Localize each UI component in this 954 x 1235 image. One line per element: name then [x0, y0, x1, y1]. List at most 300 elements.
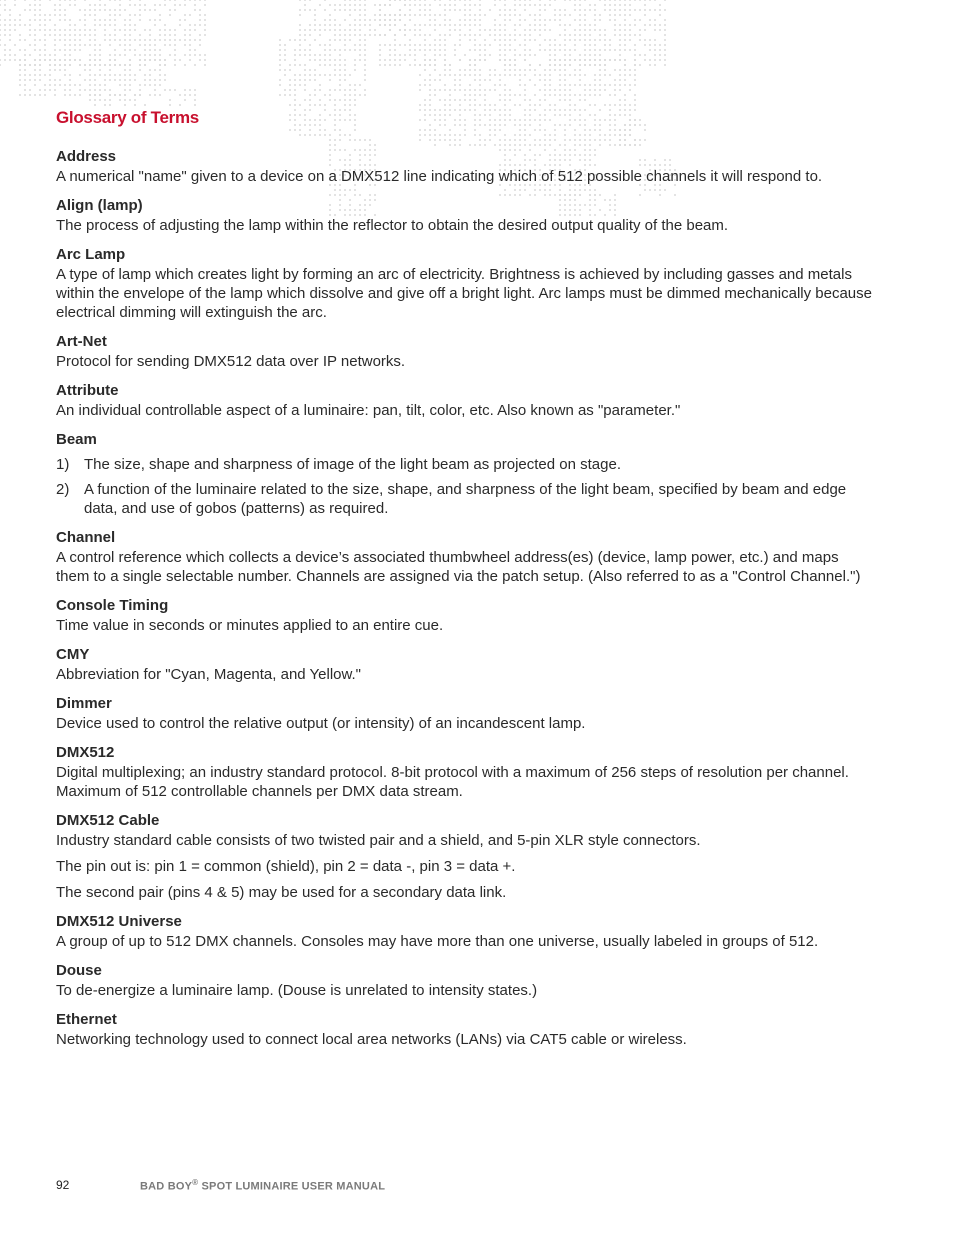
map-dot	[364, 69, 366, 71]
map-dot	[99, 24, 101, 26]
map-dot	[59, 29, 61, 31]
map-dot	[74, 44, 76, 46]
map-dot	[444, 64, 446, 66]
map-dot	[324, 54, 326, 56]
map-dot	[594, 19, 596, 21]
map-dot	[324, 94, 326, 96]
map-dot	[464, 34, 466, 36]
map-dot	[64, 29, 66, 31]
map-dot	[24, 79, 26, 81]
map-dot	[444, 34, 446, 36]
map-dot	[74, 39, 76, 41]
map-dot	[129, 89, 131, 91]
map-dot	[339, 69, 341, 71]
map-dot	[569, 99, 571, 101]
map-dot	[49, 84, 51, 86]
map-dot	[474, 19, 476, 21]
map-dot	[144, 64, 146, 66]
map-dot	[124, 9, 126, 11]
map-dot	[489, 79, 491, 81]
map-dot	[144, 84, 146, 86]
glossary-term: CMY	[56, 646, 90, 663]
map-dot	[199, 54, 201, 56]
map-dot	[79, 49, 81, 51]
map-dot	[364, 54, 366, 56]
map-dot	[499, 84, 501, 86]
map-dot	[64, 59, 66, 61]
map-dot	[109, 94, 111, 96]
map-dot	[619, 29, 621, 31]
map-dot	[614, 9, 616, 11]
map-dot	[604, 39, 606, 41]
map-dot	[664, 24, 666, 26]
map-dot	[644, 44, 646, 46]
map-dot	[74, 0, 76, 1]
map-dot	[569, 74, 571, 76]
map-dot	[74, 29, 76, 31]
map-dot	[319, 99, 321, 101]
map-dot	[204, 54, 206, 56]
glossary-term: Attribute	[56, 382, 119, 399]
map-dot	[34, 39, 36, 41]
map-dot	[604, 34, 606, 36]
map-dot	[64, 74, 66, 76]
map-dot	[604, 64, 606, 66]
map-dot	[409, 49, 411, 51]
map-dot	[519, 84, 521, 86]
map-dot	[34, 79, 36, 81]
map-dot	[184, 94, 186, 96]
map-dot	[104, 9, 106, 11]
map-dot	[349, 74, 351, 76]
map-dot	[64, 9, 66, 11]
map-dot	[479, 74, 481, 76]
numbered-definition-item	[56, 455, 876, 474]
map-dot	[314, 74, 316, 76]
map-dot	[584, 89, 586, 91]
map-dot	[579, 54, 581, 56]
map-dot	[359, 9, 361, 11]
map-dot	[299, 44, 301, 46]
map-dot	[474, 4, 476, 6]
map-dot	[349, 49, 351, 51]
map-dot	[579, 4, 581, 6]
map-dot	[329, 29, 331, 31]
map-dot	[509, 9, 511, 11]
numbered-definition-item	[56, 480, 876, 518]
map-dot	[609, 14, 611, 16]
map-dot	[199, 14, 201, 16]
map-dot	[169, 89, 171, 91]
map-dot	[314, 29, 316, 31]
map-dot	[564, 29, 566, 31]
glossary-definition: A group of up to 512 DMX channels. Consoles may have more than one universe, usually labeled in groups of 512.	[56, 933, 819, 950]
map-dot	[339, 79, 341, 81]
map-dot	[464, 94, 466, 96]
map-dot	[114, 59, 116, 61]
map-dot	[0, 59, 1, 61]
map-dot	[549, 84, 551, 86]
map-dot	[574, 29, 576, 31]
map-dot	[414, 14, 416, 16]
map-dot	[644, 54, 646, 56]
glossary-entry	[56, 596, 876, 635]
map-dot	[294, 39, 296, 41]
map-dot	[539, 9, 541, 11]
map-dot	[524, 84, 526, 86]
map-dot	[634, 9, 636, 11]
map-dot	[314, 79, 316, 81]
map-dot	[324, 19, 326, 21]
map-dot	[199, 59, 201, 61]
map-dot	[139, 39, 141, 41]
map-dot	[574, 34, 576, 36]
map-dot	[19, 79, 21, 81]
map-dot	[474, 14, 476, 16]
map-dot	[39, 4, 41, 6]
map-dot	[84, 0, 86, 1]
map-dot	[344, 19, 346, 21]
map-dot	[184, 19, 186, 21]
map-dot	[204, 19, 206, 21]
map-dot	[539, 74, 541, 76]
map-dot	[89, 94, 91, 96]
map-dot	[544, 89, 546, 91]
map-dot	[24, 59, 26, 61]
map-dot	[34, 4, 36, 6]
map-dot	[629, 69, 631, 71]
map-dot	[69, 79, 71, 81]
map-dot	[589, 59, 591, 61]
map-dot	[334, 49, 336, 51]
map-dot	[164, 64, 166, 66]
map-dot	[199, 39, 201, 41]
map-dot	[9, 19, 11, 21]
map-dot	[594, 79, 596, 81]
map-dot	[474, 44, 476, 46]
map-dot	[164, 79, 166, 81]
map-dot	[19, 84, 21, 86]
map-dot	[514, 9, 516, 11]
map-dot	[569, 54, 571, 56]
map-dot	[429, 94, 431, 96]
map-dot	[459, 69, 461, 71]
map-dot	[529, 99, 531, 101]
map-dot	[584, 34, 586, 36]
map-dot	[539, 29, 541, 31]
map-dot	[619, 74, 621, 76]
map-dot	[554, 39, 556, 41]
map-dot	[119, 79, 121, 81]
map-dot	[9, 9, 11, 11]
map-dot	[624, 0, 626, 1]
map-dot	[624, 49, 626, 51]
map-dot	[64, 84, 66, 86]
map-dot	[499, 39, 501, 41]
map-dot	[419, 34, 421, 36]
map-dot	[144, 59, 146, 61]
map-dot	[514, 54, 516, 56]
map-dot	[589, 24, 591, 26]
map-dot	[189, 94, 191, 96]
map-dot	[114, 54, 116, 56]
map-dot	[364, 94, 366, 96]
map-dot	[459, 44, 461, 46]
map-dot	[159, 69, 161, 71]
map-dot	[99, 89, 101, 91]
map-dot	[399, 0, 401, 1]
map-dot	[429, 14, 431, 16]
map-dot	[634, 44, 636, 46]
map-dot	[159, 79, 161, 81]
map-dot	[399, 64, 401, 66]
map-dot	[454, 0, 456, 1]
map-dot	[449, 99, 451, 101]
map-dot	[434, 54, 436, 56]
map-dot	[534, 19, 536, 21]
map-dot	[524, 54, 526, 56]
map-dot	[614, 0, 616, 1]
map-dot	[479, 34, 481, 36]
map-dot	[29, 54, 31, 56]
map-dot	[489, 44, 491, 46]
map-dot	[344, 74, 346, 76]
map-dot	[409, 9, 411, 11]
map-dot	[609, 9, 611, 11]
map-dot	[479, 19, 481, 21]
map-dot	[359, 14, 361, 16]
map-dot	[284, 54, 286, 56]
map-dot	[594, 89, 596, 91]
map-dot	[524, 39, 526, 41]
map-dot	[94, 19, 96, 21]
map-dot	[559, 64, 561, 66]
map-dot	[509, 94, 511, 96]
map-dot	[169, 29, 171, 31]
item-text: The size, shape and sharpness of image of the light beam as projected on stage.	[84, 456, 621, 473]
map-dot	[89, 89, 91, 91]
map-dot	[409, 14, 411, 16]
map-dot	[524, 49, 526, 51]
map-dot	[129, 64, 131, 66]
map-dot	[54, 54, 56, 56]
map-dot	[154, 84, 156, 86]
map-dot	[289, 94, 291, 96]
map-dot	[349, 34, 351, 36]
map-dot	[319, 34, 321, 36]
map-dot	[159, 34, 161, 36]
glossary-entry	[56, 912, 876, 951]
map-dot	[619, 39, 621, 41]
map-dot	[154, 69, 156, 71]
map-dot	[664, 29, 666, 31]
map-dot	[514, 64, 516, 66]
map-dot	[94, 49, 96, 51]
map-dot	[579, 9, 581, 11]
map-dot	[29, 94, 31, 96]
map-dot	[604, 44, 606, 46]
map-dot	[584, 84, 586, 86]
map-dot	[164, 89, 166, 91]
map-dot	[144, 79, 146, 81]
map-dot	[614, 69, 616, 71]
map-dot	[594, 74, 596, 76]
map-dot	[309, 34, 311, 36]
map-dot	[599, 49, 601, 51]
map-dot	[169, 9, 171, 11]
map-dot	[174, 29, 176, 31]
map-dot	[614, 89, 616, 91]
map-dot	[569, 59, 571, 61]
map-dot	[454, 44, 456, 46]
map-dot	[514, 14, 516, 16]
map-dot	[189, 14, 191, 16]
map-dot	[559, 74, 561, 76]
map-dot	[549, 29, 551, 31]
map-dot	[564, 69, 566, 71]
map-dot	[544, 69, 546, 71]
map-dot	[149, 84, 151, 86]
map-dot	[139, 0, 141, 1]
map-dot	[659, 14, 661, 16]
map-dot	[619, 44, 621, 46]
map-dot	[614, 14, 616, 16]
map-dot	[109, 9, 111, 11]
map-dot	[304, 4, 306, 6]
map-dot	[279, 59, 281, 61]
map-dot	[164, 39, 166, 41]
map-dot	[289, 69, 291, 71]
glossary-entry	[56, 1010, 876, 1049]
map-dot	[294, 59, 296, 61]
map-dot	[399, 44, 401, 46]
map-dot	[39, 49, 41, 51]
map-dot	[184, 44, 186, 46]
map-dot	[614, 79, 616, 81]
map-dot	[649, 49, 651, 51]
glossary-term: Console Timing	[56, 597, 169, 614]
map-dot	[49, 64, 51, 66]
map-dot	[499, 49, 501, 51]
map-dot	[359, 34, 361, 36]
map-dot	[509, 19, 511, 21]
map-dot	[599, 29, 601, 31]
map-dot	[559, 99, 561, 101]
map-dot	[74, 84, 76, 86]
map-dot	[599, 0, 601, 1]
map-dot	[534, 54, 536, 56]
glossary-definition: The process of adjusting the lamp within the reflector to obtain the desired output quality of the beam.	[56, 217, 729, 234]
map-dot	[114, 19, 116, 21]
map-dot	[139, 54, 141, 56]
glossary-term: Ethernet	[56, 1011, 117, 1028]
map-dot	[629, 74, 631, 76]
map-dot	[54, 84, 56, 86]
map-dot	[24, 39, 26, 41]
map-dot	[299, 29, 301, 31]
map-dot	[119, 14, 121, 16]
map-dot	[479, 29, 481, 31]
map-dot	[404, 54, 406, 56]
map-dot	[69, 4, 71, 6]
map-dot	[119, 54, 121, 56]
map-dot	[59, 34, 61, 36]
map-dot	[439, 74, 441, 76]
map-dot	[509, 39, 511, 41]
map-dot	[369, 29, 371, 31]
map-dot	[49, 54, 51, 56]
map-dot	[54, 49, 56, 51]
map-dot	[629, 89, 631, 91]
map-dot	[304, 9, 306, 11]
map-dot	[199, 19, 201, 21]
map-dot	[634, 0, 636, 1]
map-dot	[384, 4, 386, 6]
map-dot	[4, 0, 6, 1]
map-dot	[439, 24, 441, 26]
map-dot	[164, 44, 166, 46]
map-dot	[24, 94, 26, 96]
map-dot	[44, 54, 46, 56]
map-dot	[499, 0, 501, 1]
map-dot	[599, 84, 601, 86]
map-dot	[544, 39, 546, 41]
map-dot	[579, 79, 581, 81]
map-dot	[29, 24, 31, 26]
map-dot	[334, 59, 336, 61]
map-dot	[304, 39, 306, 41]
map-dot	[434, 19, 436, 21]
map-dot	[109, 74, 111, 76]
map-dot	[444, 84, 446, 86]
map-dot	[339, 54, 341, 56]
map-dot	[104, 99, 106, 101]
glossary-entry	[56, 196, 876, 235]
map-dot	[504, 74, 506, 76]
map-dot	[504, 84, 506, 86]
map-dot	[504, 14, 506, 16]
map-dot	[649, 19, 651, 21]
map-dot	[584, 44, 586, 46]
map-dot	[409, 64, 411, 66]
map-dot	[324, 49, 326, 51]
map-dot	[379, 4, 381, 6]
map-dot	[494, 34, 496, 36]
map-dot	[479, 9, 481, 11]
map-dot	[439, 39, 441, 41]
map-dot	[604, 29, 606, 31]
map-dot	[59, 14, 61, 16]
map-dot	[179, 24, 181, 26]
map-dot	[119, 94, 121, 96]
map-dot	[499, 54, 501, 56]
map-dot	[109, 34, 111, 36]
map-dot	[564, 9, 566, 11]
map-dot	[114, 24, 116, 26]
map-dot	[64, 64, 66, 66]
map-dot	[569, 34, 571, 36]
map-dot	[299, 64, 301, 66]
map-dot	[354, 29, 356, 31]
map-dot	[429, 74, 431, 76]
map-dot	[539, 4, 541, 6]
map-dot	[314, 94, 316, 96]
map-dot	[634, 69, 636, 71]
map-dot	[174, 49, 176, 51]
map-dot	[299, 54, 301, 56]
map-dot	[349, 0, 351, 1]
map-dot	[584, 39, 586, 41]
